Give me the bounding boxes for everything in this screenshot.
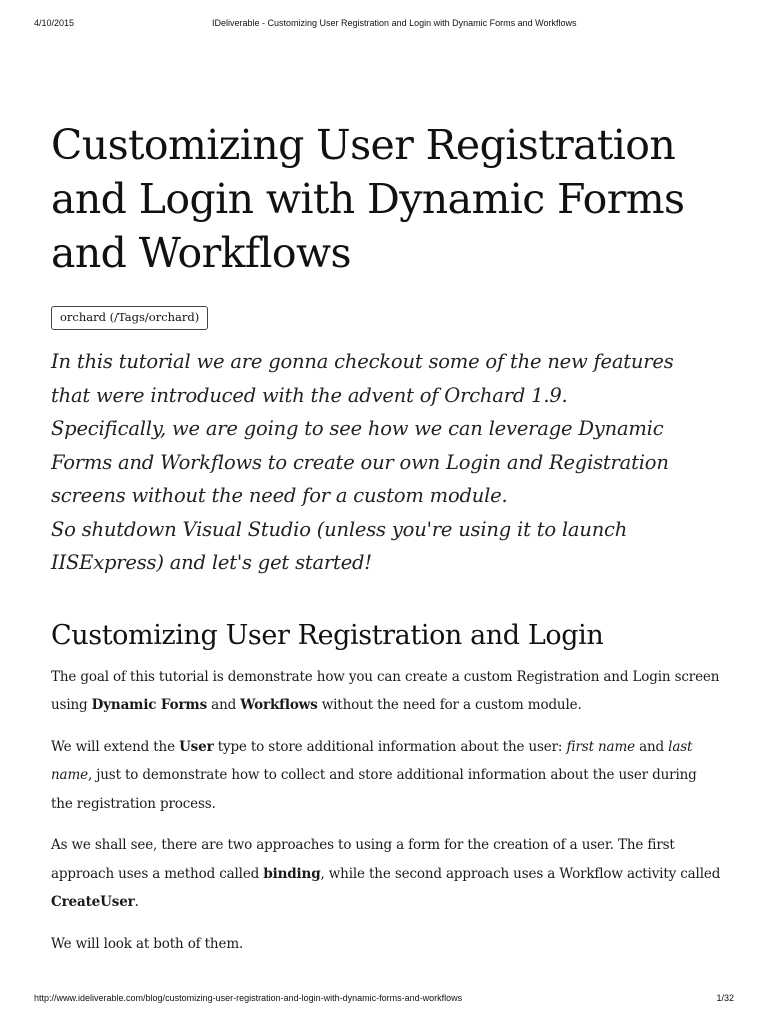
paragraph-approaches: As we shall see, there are two approaches to using a form for the creation of a user. The first approach uses a method called binding, while the second approach uses a Workflow activity called CreateUser. — [51, 837, 721, 910]
article-title-line: Customizing User Registration — [51, 121, 676, 169]
article — [51, 118, 721, 958]
intro-line: Specifically, we are going to see how we can leverage Dynamic — [51, 417, 664, 440]
term-last-name: last name — [51, 738, 693, 783]
paragraph-both: We will look at both of them. — [51, 935, 244, 952]
paragraph-extend-user: We will extend the User type to store additional information about the user: first name and last name, just to demonstrate how to collect and store additional information about the user during the registration process. — [51, 738, 697, 812]
intro-line: Forms and Workflows to create our own Login and Registration — [51, 450, 669, 474]
intro-lead — [51, 345, 721, 580]
article-title-line: and Login with Dynamic Forms — [51, 175, 685, 223]
term-binding: binding — [263, 865, 321, 882]
term-workflows: Workflows — [240, 697, 318, 713]
intro-line: screens without the need for a custom module. — [51, 484, 508, 507]
page-number: 1/32 — [716, 993, 734, 1003]
section-heading: Customizing User Registration and Login — [51, 619, 604, 651]
print-date: 4/10/2015 — [34, 18, 75, 28]
term-first-name: first name — [566, 738, 635, 755]
print-url: http://www.ideliverable.com/blog/customizing-user-registration-and-login-with-dynamic-forms-and-workflows — [34, 993, 463, 1003]
intro-line: that were introduced with the advent of Orchard 1.9. — [51, 383, 568, 407]
term-createuser: CreateUser — [51, 894, 135, 910]
intro-line: In this tutorial we are gonna checkout some of the new features — [51, 350, 674, 373]
print-footer — [34, 993, 734, 1007]
term-dynamic-forms: Dynamic Forms — [91, 697, 208, 713]
article-title-line: and Workflows — [51, 229, 351, 277]
intro-line: IISExpress) and let's get started! — [51, 551, 372, 574]
intro-line: So shutdown Visual Studio (unless you're using it to launch — [51, 517, 628, 541]
print-header — [34, 18, 734, 32]
article-title — [51, 118, 721, 280]
body-text — [51, 663, 721, 959]
print-page-title: IDeliverable - Customizing User Registration and Login with Dynamic Forms and Workflows — [212, 18, 577, 28]
paragraph-goal: The goal of this tutorial is demonstrate how you can create a custom Registration and Login screen using Dynamic Forms and Workflows without the need for a custom module. — [51, 668, 720, 713]
tag-link-orchard[interactable]: orchard (/Tags/orchard) — [51, 306, 208, 330]
term-user: User — [179, 738, 214, 755]
